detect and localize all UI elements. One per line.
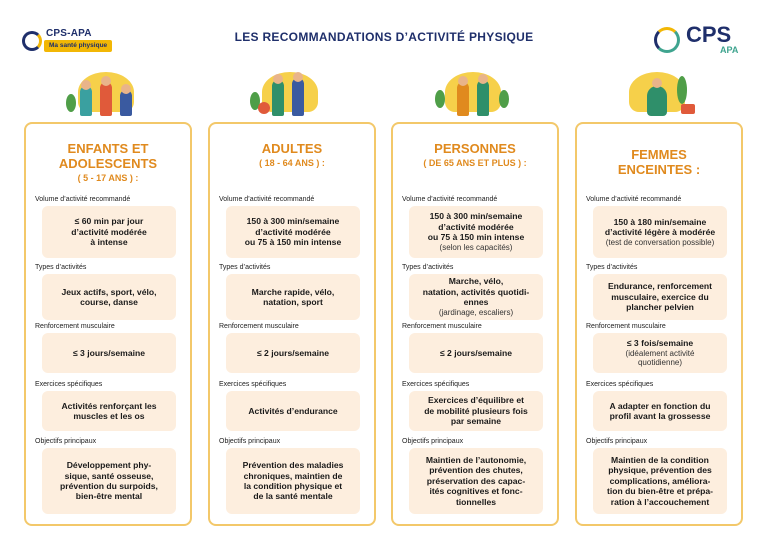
column-seniors — [391, 122, 559, 526]
column-subtitle: ( 5 - 17 ANS ) : — [77, 172, 139, 183]
volume-value: ≤ 60 min par jour d’activité modérée à intense — [71, 216, 147, 248]
label-volume: Volume d’activité recommandé — [402, 196, 498, 203]
column-children — [24, 122, 192, 526]
box-specific — [593, 391, 727, 431]
children-playing-illustration-icon — [66, 66, 146, 116]
page-title: LES RECOMMANDATIONS D’ACTIVITÉ PHYSIQUE — [234, 30, 534, 44]
box-muscle — [409, 333, 543, 373]
box-volume — [409, 206, 543, 258]
label-goals: Objectifs principaux — [586, 438, 648, 445]
volume-value: 150 à 180 min/semaine d’activité légère à modérée — [604, 216, 716, 238]
box-types — [42, 274, 176, 320]
box-muscle — [226, 333, 360, 373]
goals-value: Prévention des maladies chroniques, maintien de la condition physique et de la santé mentale — [242, 460, 344, 502]
column-title-main: ADULTES — [261, 141, 323, 156]
box-goals — [226, 448, 360, 514]
label-muscle: Renforcement musculaire — [35, 323, 115, 330]
types-value: Marche, vélo, natation, activités quotidi- ennes — [422, 276, 530, 308]
types-note: (jardinage, escaliers) — [438, 307, 514, 317]
column-subtitle: ( DE 65 ANS ET PLUS ) : — [423, 157, 527, 168]
goals-value: Maintien de l’autonomie, prévention des chutes, préservation des capac- ités cognitives et fonc- tionnelles — [425, 454, 527, 507]
pregnant-woman-yoga-illustration-icon — [617, 66, 697, 116]
logo-right-sub: APA — [720, 45, 739, 55]
column-title — [393, 142, 557, 168]
column-title — [26, 142, 190, 183]
adults-exercising-illustration-icon — [250, 66, 330, 116]
label-goals: Objectifs principaux — [402, 438, 464, 445]
cps-apa-logo-right — [654, 24, 750, 56]
label-muscle: Renforcement musculaire — [219, 323, 299, 330]
label-types: Types d’activités — [219, 264, 271, 271]
logo-left-brand: CPS-APA — [46, 28, 92, 39]
muscle-value: ≤ 3 fois/semaine — [626, 338, 694, 349]
box-specific — [409, 391, 543, 431]
volume-value: 150 à 300 min/semaine d’activité modérée ou 75 à 150 min intense — [427, 211, 525, 243]
logo-left-tagline: Ma santé physique — [44, 40, 112, 52]
box-goals — [593, 448, 727, 514]
types-value: Marche rapide, vélo, natation, sport — [251, 286, 335, 307]
column-title — [210, 142, 374, 168]
muscle-note: (idéalement activité quotidienne) — [625, 348, 695, 368]
seniors-running-illustration-icon — [433, 66, 513, 116]
label-volume: Volume d’activité recommandé — [219, 196, 315, 203]
goals-value: Développement phy- sique, santé osseuse, prévention du surpoids, bien-être mental — [60, 460, 158, 502]
swirl-logo-icon — [654, 27, 680, 53]
volume-note: (test de conversation possible) — [605, 237, 715, 247]
box-muscle — [42, 333, 176, 373]
box-volume — [42, 206, 176, 258]
muscle-value: ≤ 3 jours/semaine — [72, 347, 146, 358]
specific-value: Exercices d’équilibre et de mobilité plusieurs fois par semaine — [424, 395, 528, 427]
box-volume — [593, 206, 727, 258]
specific-value: A adapter en fonction du profil avant la grossesse — [609, 400, 711, 421]
label-goals: Objectifs principaux — [35, 438, 97, 445]
label-specific: Exercices spécifiques — [402, 381, 470, 388]
label-types: Types d’activités — [586, 264, 638, 271]
column-title — [577, 148, 741, 178]
page-header — [0, 0, 768, 60]
goals-value: Maintien de la condition physique, prévention des complications, améliora- tion du bien-être et prépa- ration à l’accouchement — [607, 454, 713, 507]
label-specific: Exercices spécifiques — [586, 381, 654, 388]
types-value: Endurance, renforcement musculaire, exercice du plancher pelvien — [607, 281, 713, 313]
column-title-main: FEMMES ENCEINTES : — [617, 147, 701, 177]
muscle-value: ≤ 2 jours/semaine — [256, 347, 330, 358]
logo-right-main: CPS — [686, 22, 732, 47]
muscle-value: ≤ 2 jours/semaine — [439, 347, 513, 358]
box-specific — [42, 391, 176, 431]
volume-note: (selon les capacités) — [439, 242, 513, 252]
column-title-main: PERSONNES — [434, 141, 516, 156]
column-title-main: ENFANTS ET ADOLESCENTS — [58, 141, 158, 171]
column-adults — [208, 122, 376, 526]
box-types — [226, 274, 360, 320]
box-goals — [42, 448, 176, 514]
volume-value: 150 à 300 min/semaine d’activité modérée ou 75 à 150 min intense — [244, 216, 342, 248]
column-subtitle: ( 18 - 64 ANS ) : — [259, 157, 325, 168]
label-volume: Volume d’activité recommandé — [586, 196, 682, 203]
label-volume: Volume d’activité recommandé — [35, 196, 131, 203]
box-types — [593, 274, 727, 320]
box-muscle — [593, 333, 727, 373]
column-pregnant-women — [575, 122, 743, 526]
label-types: Types d’activités — [402, 264, 454, 271]
types-value: Jeux actifs, sport, vélo, course, danse — [61, 286, 157, 307]
specific-value: Activités d’endurance — [248, 405, 338, 416]
box-types — [409, 274, 543, 320]
box-volume — [226, 206, 360, 258]
label-muscle: Renforcement musculaire — [586, 323, 666, 330]
label-types: Types d’activités — [35, 264, 87, 271]
box-goals — [409, 448, 543, 514]
label-specific: Exercices spécifiques — [219, 381, 287, 388]
label-muscle: Renforcement musculaire — [402, 323, 482, 330]
label-specific: Exercices spécifiques — [35, 381, 103, 388]
specific-value: Activités renforçant les muscles et les os — [61, 400, 157, 421]
box-specific — [226, 391, 360, 431]
label-goals: Objectifs principaux — [219, 438, 281, 445]
